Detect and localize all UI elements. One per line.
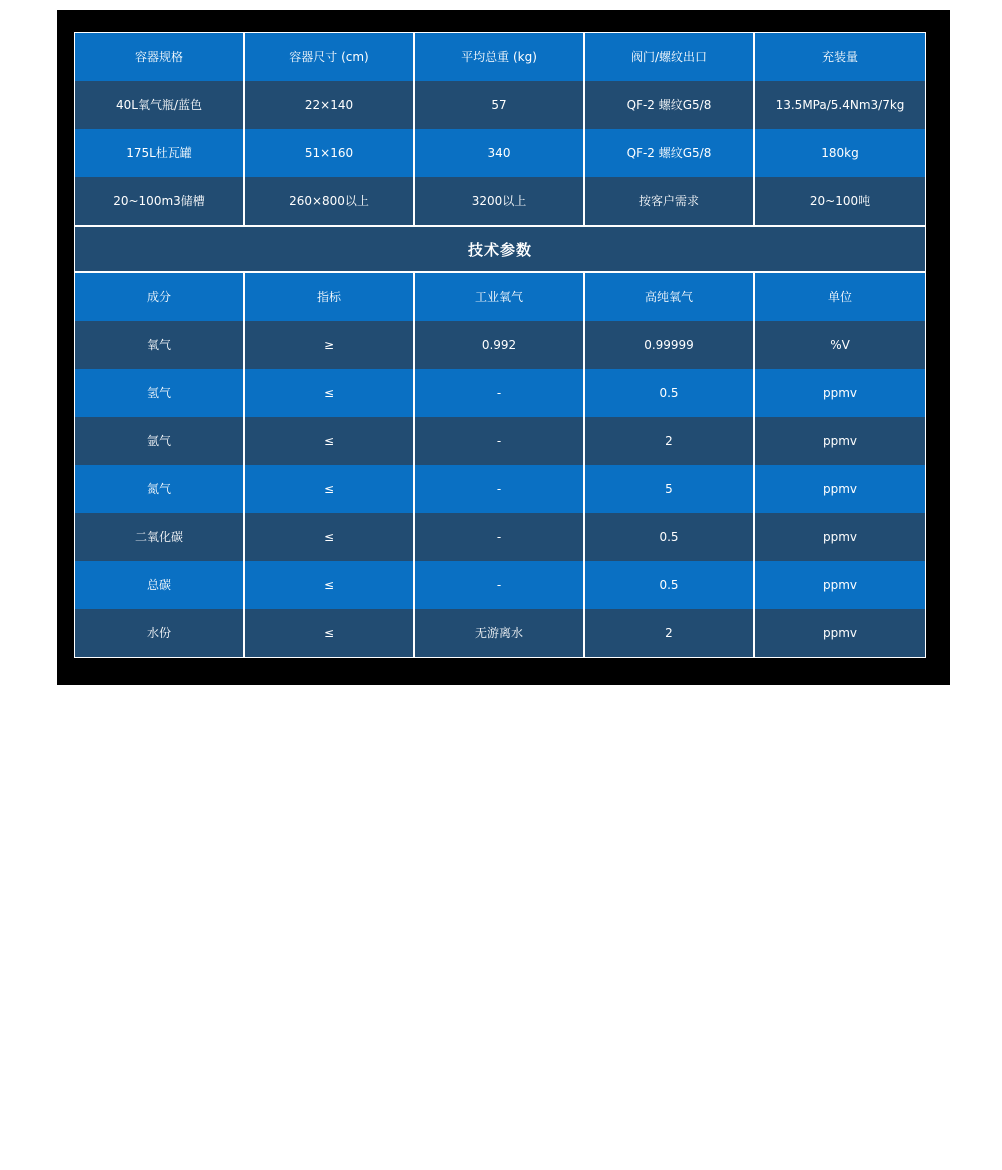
header-cell: 容器尺寸 (cm)	[245, 33, 415, 81]
data-cell: -	[415, 465, 585, 513]
data-cell: 0.5	[585, 561, 755, 609]
data-cell: 总碳	[75, 561, 245, 609]
data-cell: 氢气	[75, 369, 245, 417]
data-cell: 3200以上	[415, 177, 585, 225]
header-cell: 高纯氧气	[585, 273, 755, 321]
header-cell: 充装量	[755, 33, 925, 81]
header-cell: 单位	[755, 273, 925, 321]
data-cell: ≤	[245, 369, 415, 417]
data-cell: 5	[585, 465, 755, 513]
data-cell: ≤	[245, 561, 415, 609]
header-cell: 容器规格	[75, 33, 245, 81]
data-cell: ≤	[245, 609, 415, 657]
data-cell: 175L杜瓦罐	[75, 129, 245, 177]
header-cell: 成分	[75, 273, 245, 321]
data-cell: 2	[585, 417, 755, 465]
data-cell: 水份	[75, 609, 245, 657]
data-cell: 二氧化碳	[75, 513, 245, 561]
data-cell: 51×160	[245, 129, 415, 177]
data-cell: 无游离水	[415, 609, 585, 657]
data-cell: 0.5	[585, 513, 755, 561]
data-cell: 0.5	[585, 369, 755, 417]
data-cell: QF-2 螺纹G5/8	[585, 81, 755, 129]
data-cell: 180kg	[755, 129, 925, 177]
data-cell: ≤	[245, 513, 415, 561]
data-cell: 57	[415, 81, 585, 129]
data-cell: ppmv	[755, 561, 925, 609]
tech-params-table	[75, 273, 925, 657]
data-cell: ≤	[245, 417, 415, 465]
header-cell: 平均总重 (kg)	[415, 33, 585, 81]
data-cell: ppmv	[755, 369, 925, 417]
data-cell: 20~100吨	[755, 177, 925, 225]
data-cell: 260×800以上	[245, 177, 415, 225]
container-spec-table	[75, 33, 925, 225]
data-cell: -	[415, 369, 585, 417]
data-cell: %V	[755, 321, 925, 369]
header-cell: 指标	[245, 273, 415, 321]
data-cell: ≤	[245, 465, 415, 513]
data-cell: 氧气	[75, 321, 245, 369]
data-cell: -	[415, 513, 585, 561]
data-cell: QF-2 螺纹G5/8	[585, 129, 755, 177]
data-cell: 22×140	[245, 81, 415, 129]
data-cell: -	[415, 561, 585, 609]
data-cell: 按客户需求	[585, 177, 755, 225]
data-cell: 13.5MPa/5.4Nm3/7kg	[755, 81, 925, 129]
data-cell: 20~100m3储槽	[75, 177, 245, 225]
data-cell: ≥	[245, 321, 415, 369]
product-spec-card	[74, 32, 926, 658]
section-title: 技术参数	[75, 225, 925, 273]
data-cell: 340	[415, 129, 585, 177]
header-cell: 阀门/螺纹出口	[585, 33, 755, 81]
data-cell: 40L氧气瓶/蓝色	[75, 81, 245, 129]
data-cell: 0.992	[415, 321, 585, 369]
dark-backdrop	[57, 10, 950, 685]
data-cell: ppmv	[755, 609, 925, 657]
data-cell: ppmv	[755, 465, 925, 513]
data-cell: ppmv	[755, 417, 925, 465]
header-cell: 工业氧气	[415, 273, 585, 321]
data-cell: -	[415, 417, 585, 465]
data-cell: 0.99999	[585, 321, 755, 369]
data-cell: ppmv	[755, 513, 925, 561]
data-cell: 氮气	[75, 465, 245, 513]
data-cell: 氩气	[75, 417, 245, 465]
data-cell: 2	[585, 609, 755, 657]
